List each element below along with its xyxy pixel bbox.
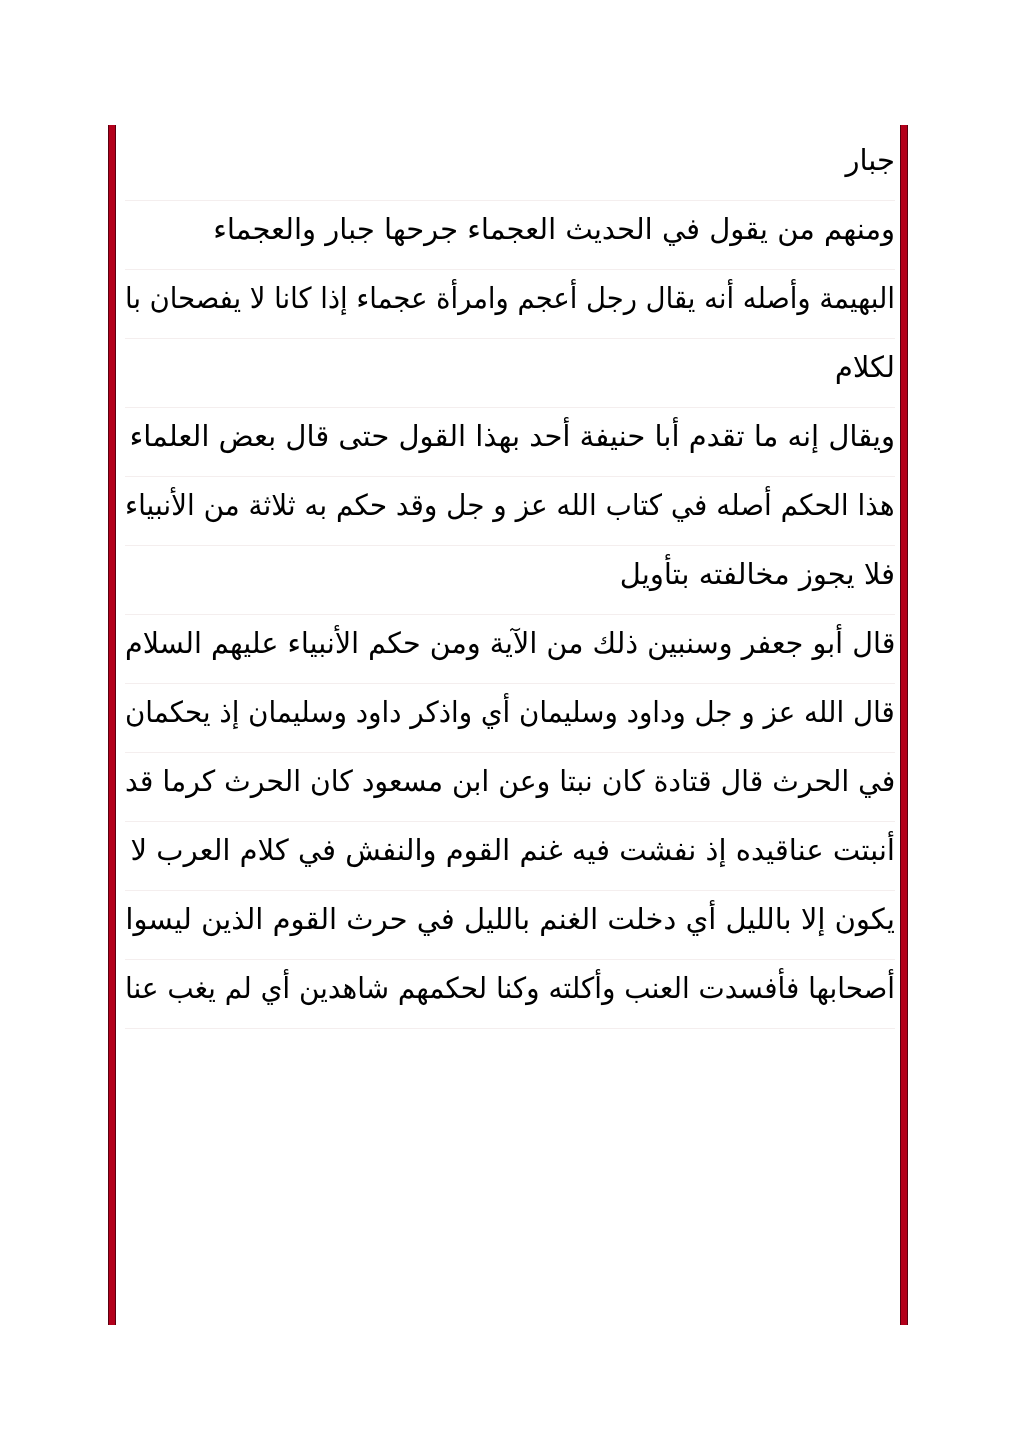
text-line bbox=[125, 546, 895, 615]
text-line bbox=[125, 891, 895, 960]
text-line-content: قال الله عز و جل وداود وسليمان أي واذكر داود وسليمان إذ يحكمان bbox=[125, 695, 895, 729]
text-line-content: لكلام bbox=[834, 350, 895, 384]
text-line-content: ومنهم من يقول في الحديث العجماء جرحها جبار والعجماء bbox=[213, 212, 895, 246]
text-line bbox=[125, 477, 895, 546]
text-line bbox=[125, 822, 895, 891]
text-line bbox=[125, 408, 895, 477]
text-line bbox=[125, 615, 895, 684]
text-line-content: يكون إلا بالليل أي دخلت الغنم بالليل في حرث القوم الذين ليسوا bbox=[125, 902, 895, 936]
text-line-content: قال أبو جعفر وسنبين ذلك من الآية ومن حكم الأنبياء عليهم السلام bbox=[124, 626, 895, 660]
text-line-content: هذا الحكم أصله في كتاب الله عز و جل وقد حكم به ثلاثة من الأنبياء bbox=[125, 488, 895, 522]
left-margin-rule bbox=[108, 125, 116, 1325]
text-line bbox=[125, 270, 895, 339]
text-line bbox=[125, 960, 895, 1029]
text-line-content: أصحابها فأفسدت العنب وأكلته وكنا لحكمهم شاهدين أي لم يغب عنا bbox=[124, 971, 895, 1005]
text-line bbox=[125, 132, 895, 201]
text-line bbox=[125, 684, 895, 753]
document-text-block bbox=[125, 132, 895, 1029]
text-line bbox=[125, 753, 895, 822]
text-line-content: البهيمة وأصله أنه يقال رجل أعجم وامرأة عجماء إذا كانا لا يفصحان با bbox=[124, 281, 895, 315]
text-line bbox=[125, 339, 895, 408]
text-line-content: فلا يجوز مخالفته بتأويل bbox=[619, 557, 895, 591]
text-line-content: في الحرث قال قتادة كان نبتا وعن ابن مسعود كان الحرث كرما قد bbox=[124, 764, 895, 798]
text-line-content: أنبتت عناقيده إذ نفشت فيه غنم القوم والنفش في كلام العرب لا bbox=[130, 833, 895, 867]
text-line-content: ويقال إنه ما تقدم أبا حنيفة أحد بهذا القول حتى قال بعض العلماء bbox=[129, 419, 895, 453]
text-line-content: جبار bbox=[845, 143, 895, 177]
right-margin-rule bbox=[900, 125, 908, 1325]
text-line bbox=[125, 201, 895, 270]
